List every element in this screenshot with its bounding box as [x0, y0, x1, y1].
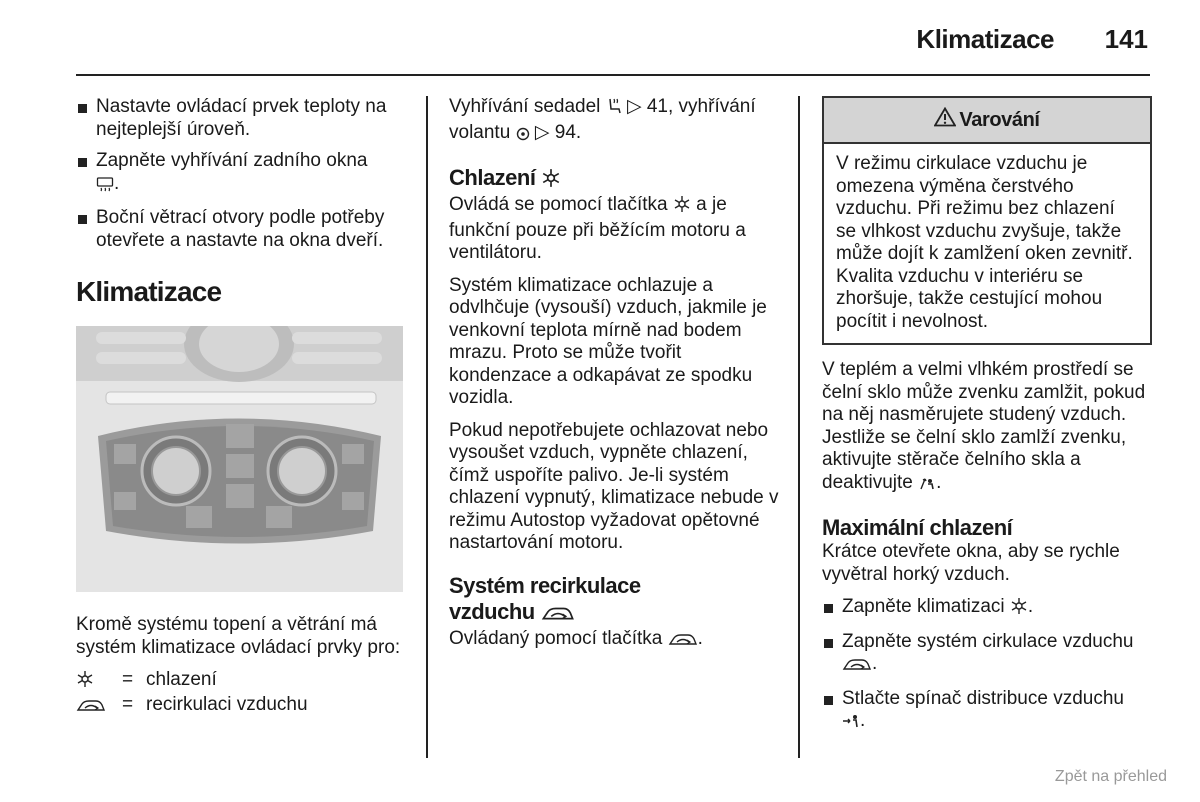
steering-wheel-heating-icon — [516, 125, 530, 148]
paragraph: Pokud nepotřebujete ochlazovat nebo vysoušet vzduch, vypněte chlazení, čímž uspoříte palivo. Je-li systém chlazení vypnutý, klimatizace nebude v režimu Autostop vyžadovat opětovné nastartování motoru. — [449, 419, 779, 553]
paragraph: Vyhřívání sedadel ▷ 41, vyhřívání volantu ▷ 94. — [449, 96, 784, 147]
list-item: Nastavte ovládací prvek teploty na nejteplejší úroveň. — [76, 96, 406, 141]
subsection-heading: Chlazení — [449, 165, 784, 194]
warning-box — [822, 96, 1152, 345]
paragraph: Systém klimatizace ochlazuje a odvlhčuje (vysouší) vzduch, jakmile je venkovní teplota mírně nad bodem mrazu. Proto se může tvořit kondenzace a odkapávat ze spodku vozidla. — [449, 274, 767, 408]
column-2 — [449, 96, 784, 663]
list-item: Zapněte klimatizaci . — [822, 596, 1152, 622]
paragraph: V teplém a velmi vlhkém prostředí se čelní sklo může zvenku zamlžit, pokud na něj nasměrujete studený vzduch. Jestliže se čelní sklo zamlží zvenku, aktivujte stěrače čelního skla a deaktivujte . — [822, 359, 1152, 497]
snowflake-icon — [673, 195, 691, 220]
recirculation-icon — [842, 656, 872, 679]
header-divider — [76, 74, 1150, 76]
column-1 — [76, 96, 406, 719]
list-item: Zapněte vyhřívání zadního okna . — [76, 150, 406, 198]
paragraph: Ovládaný pomocí tlačítka . — [449, 628, 784, 654]
recirculation-icon — [540, 602, 576, 628]
climate-control-panel-image — [76, 326, 403, 592]
recirculation-icon — [76, 697, 106, 719]
warning-triangle-icon — [934, 107, 956, 133]
back-to-overview-link[interactable]: Zpět na přehled — [1054, 768, 1167, 785]
page-number: 141 — [1104, 24, 1148, 54]
subsection-heading: Systém recirkulace vzduchu — [449, 573, 784, 628]
column-3 — [822, 96, 1152, 745]
warning-text: V režimu cirkulace vzduchu je omezena výměna čerstvého vzduchu. Při režimu bez chlazení se vlhkost vzduchu zvyšuje, takže může dojít k zamlžení oken zevnitř. Kvalita vzduchu v interiéru se zhoršuje, takže cestující mohou pocítit i nevolnost. — [836, 153, 1133, 332]
header-title: Klimatizace — [916, 24, 1054, 54]
snowflake-icon — [541, 168, 561, 194]
recirculation-icon — [668, 631, 698, 654]
list-item: Boční větrací otvory podle potřeby otevřete a nastavte na okna dveří. — [76, 207, 406, 252]
intro-text: Kromě systému topení a větrání má systém klimatizace ovládací prvky pro: — [76, 614, 401, 658]
warning-title: Varování — [959, 108, 1040, 131]
rear-window-heating-icon — [96, 176, 114, 199]
list-item: Stlačte spínač distribuce vzduchu . — [822, 688, 1152, 736]
seat-heating-icon — [606, 97, 622, 122]
paragraph: Krátce otevřete okna, aby se rychle vyvětral horký vzduch. — [822, 541, 1120, 585]
warning-header — [824, 98, 1150, 144]
air-distribution-upper-body-icon — [842, 713, 860, 736]
page-ref-arrow-icon: ▷ — [626, 96, 642, 117]
section-heading: Klimatizace — [76, 276, 222, 307]
legend-text: recirkulaci vzduchu — [146, 694, 308, 715]
list-item: Zapněte systém cirkulace vzduchu . — [822, 631, 1152, 679]
paragraph: Ovládá se pomocí tlačítka a je funkční pouze při běžícím motoru a ventilátoru. — [449, 194, 746, 263]
page-ref-arrow-icon: ▷ — [534, 121, 550, 143]
snowflake-icon — [76, 670, 94, 694]
column-divider-2 — [798, 96, 800, 758]
subsection-heading: Maximální chlazení — [822, 515, 1013, 540]
snowflake-icon — [1010, 597, 1028, 622]
column-divider-1 — [426, 96, 428, 758]
legend-row: = recirkulaci vzduchu — [76, 694, 406, 719]
legend-row: = chlazení — [76, 669, 406, 694]
air-to-windscreen-icon — [918, 475, 936, 498]
legend-text: chlazení — [146, 669, 217, 690]
